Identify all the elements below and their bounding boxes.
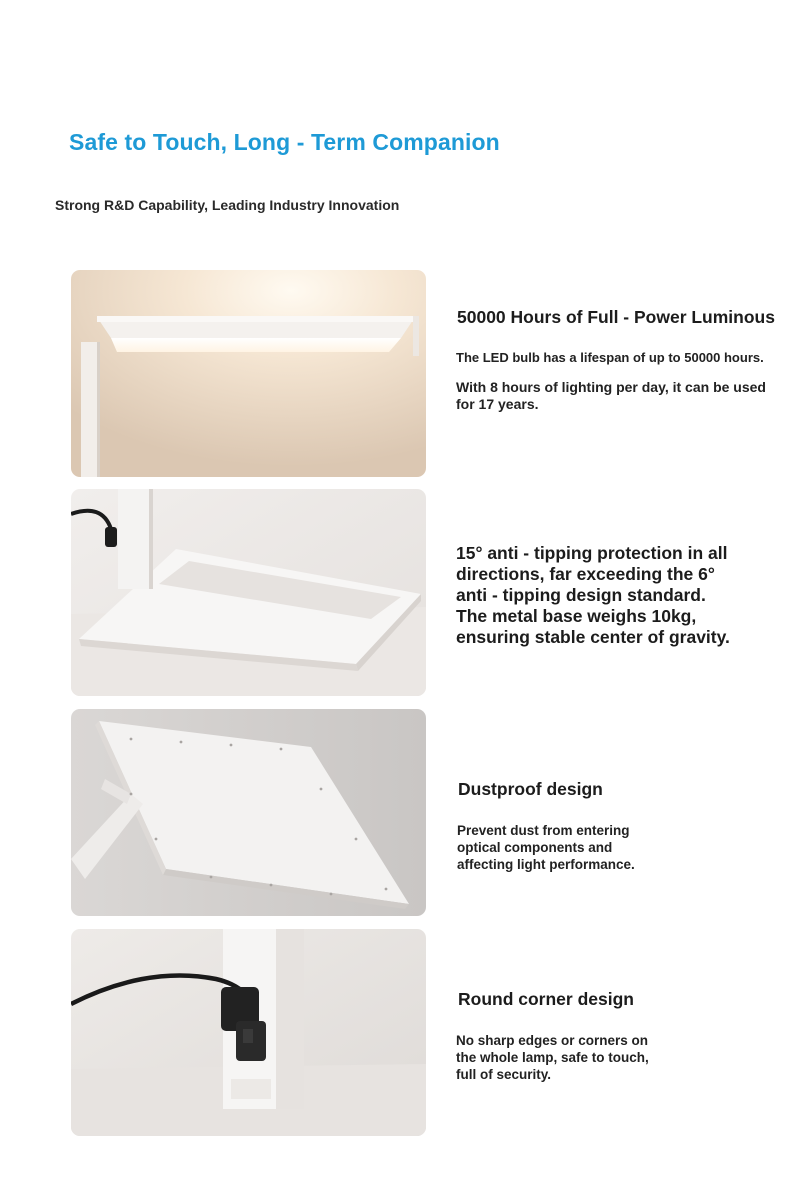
feature-3-title: Dustproof design — [458, 779, 603, 799]
feature-1-body-line: With 8 hours of lighting per day, it can be used — [456, 379, 766, 395]
feature-2-title-line: 15° anti - tipping protection in all — [456, 543, 728, 563]
lamp-panel-back-image — [71, 709, 426, 916]
feature-1-body-extra — [456, 379, 766, 413]
feature-3-body-line: Prevent dust from entering — [457, 823, 630, 838]
feature-4-title: Round corner design — [458, 989, 634, 1009]
feature-2-title-line: The metal base weighs 10kg, — [456, 606, 697, 626]
page-subtitle: Strong R&D Capability, Leading Industry Innovation — [55, 197, 400, 213]
lamp-light-panel-photo — [71, 270, 426, 477]
lamp-light-panel-image — [71, 270, 426, 477]
feature-3-body-line: optical components and — [457, 840, 613, 855]
lamp-metal-base-image — [71, 489, 426, 696]
lamp-cable-plug-image — [71, 929, 426, 1136]
lamp-panel-back-photo — [71, 709, 426, 916]
feature-4-body-line: the whole lamp, safe to touch, — [456, 1050, 649, 1065]
feature-1-body-line: for 17 years. — [456, 396, 539, 412]
feature-4-body-line: No sharp edges or corners on — [456, 1033, 649, 1048]
feature-1-body-line: The LED bulb has a lifespan of up to 50000 hours. — [456, 350, 764, 365]
feature-3-body-line: affecting light performance. — [457, 857, 635, 872]
lamp-cable-plug-photo — [71, 929, 426, 1136]
lamp-metal-base-photo — [71, 489, 426, 696]
feature-4-body — [456, 1032, 649, 1083]
feature-1-title: 50000 Hours of Full - Power Luminous — [457, 307, 775, 327]
feature-3-body — [457, 822, 635, 873]
feature-2-title — [456, 543, 730, 648]
feature-2-title-line: anti - tipping design standard. — [456, 585, 706, 605]
feature-1-body — [456, 349, 764, 366]
feature-2-title-line: ensuring stable center of gravity. — [456, 627, 730, 647]
feature-2-title-line: directions, far exceeding the 6° — [456, 564, 715, 584]
feature-4-body-line: full of security. — [456, 1067, 552, 1082]
page-title: Safe to Touch, Long - Term Companion — [69, 129, 500, 155]
